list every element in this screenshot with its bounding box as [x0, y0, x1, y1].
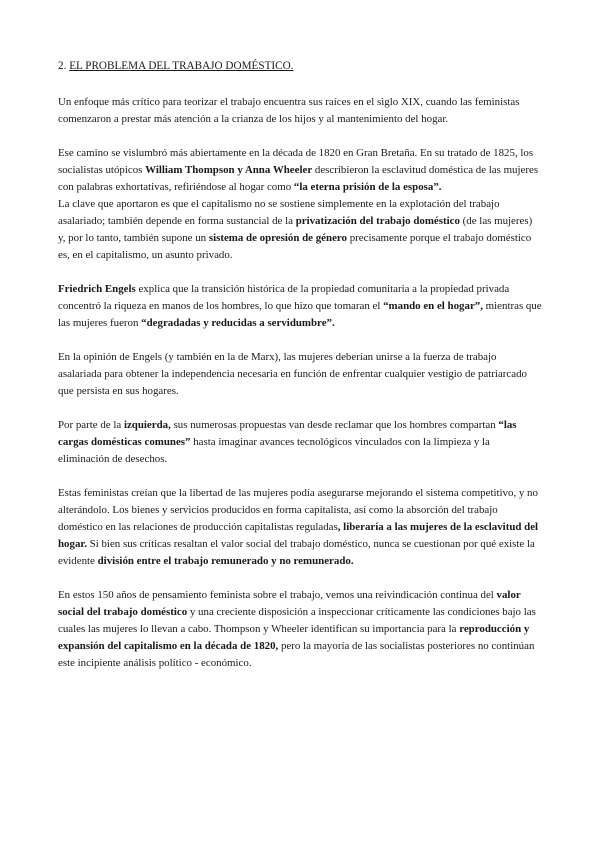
paragraph-engels-marx — [58, 349, 542, 400]
text-run: La clave que aportaron es que el capitalismo no se sostiene simplemente en la explotación del trabajo asalariado; también depende en forma sustancial de la — [58, 198, 500, 227]
bold-text-run: privatización del trabajo doméstico — [295, 215, 460, 227]
text-run: sus numerosas propuestas van desde reclamar que los hombres compartan — [170, 419, 499, 431]
text-run: Por parte de la — [58, 419, 124, 431]
text-run: hasta imaginar avances tecnológicos vinculados con la limpieza y la eliminación de desechos. — [58, 436, 490, 465]
bold-text-run: reproducción y expansión del capitalismo en la década de 1820, — [58, 623, 530, 652]
bold-text-run: “degradadas y reducidas a servidumbre”. — [141, 317, 335, 329]
text-run: precisamente porque el trabajo doméstico es, en el capitalismo, un asunto privado. — [58, 232, 532, 261]
text-run: Un enfoque más crítico para teorizar el trabajo encuentra sus raíces en el siglo XIX, cuando las feministas comenzaron a prestar más atención a la crianza de los hijos y al mantenimiento del hogar. — [58, 96, 520, 125]
section-number: 2. — [58, 60, 67, 72]
bold-text-run: izquierda, — [123, 419, 171, 431]
text-run: Estas feministas creían que la libertad de las mujeres podía asegurarse mejorando el sistema competitivo, y no alterándolo. Los bienes y servicios producidos en forma capitalista, así como la absorción del trabajo doméstico en las relaciones de producción capitalistas reguladas — [58, 487, 538, 533]
bold-text-run: , liberaría a las mujeres de la esclavitud del hogar. — [58, 521, 539, 550]
text-run: Ese camino se vislumbró más abiertamente en la década de 1820 en Gran Bretaña. En su tratado de 1825, los socialistas utópicos — [58, 147, 534, 176]
bold-text-run: “mando en el hogar”, — [383, 300, 483, 312]
paragraph-thompson-wheeler — [58, 145, 542, 196]
paragraph-engels — [58, 281, 542, 332]
text-run: En estos 150 años de pensamiento feminista sobre el trabajo, vemos una reivindicación continua del — [58, 589, 497, 601]
paragraph-conclusion — [58, 587, 542, 672]
section-heading — [58, 58, 542, 75]
text-run: mientras que las mujeres fueron — [58, 300, 542, 329]
bold-text-run: “la eterna prisión de la esposa”. — [293, 181, 442, 193]
text-run: pero la mayoría de las socialistas posteriores no continúan este incipiente análisis político - económico. — [58, 640, 535, 669]
paragraph-capitalism-key — [58, 196, 542, 264]
text-run: (de las mujeres) y, por lo tanto, también supone un — [58, 215, 533, 244]
text-run: y una creciente disposición a inspeccionar críticamente las condiciones bajo las cuales las mujeres lo llevan a cabo. Thompson y Wheeler identifican su importancia para la — [58, 606, 536, 635]
paragraph-izquierda — [58, 417, 542, 468]
bold-text-run: sistema de opresión de género — [208, 232, 347, 244]
bold-text-run: Friedrich Engels — [58, 283, 136, 295]
bold-text-run: William Thompson y Anna Wheeler — [145, 164, 313, 176]
text-run: Si bien sus críticas resaltan el valor social del trabajo doméstico, nunca se cuestionan por qué existe la evidente — [58, 538, 535, 567]
bold-text-run: valor social del trabajo doméstico — [58, 589, 521, 618]
text-run: describieron la esclavitud doméstica de las mujeres con palabras exhortativas, refiriéndose al hogar como — [58, 164, 539, 193]
section-title: EL PROBLEMA DEL TRABAJO DOMÉSTICO. — [69, 60, 294, 72]
paragraph-feministas — [58, 485, 542, 570]
bold-text-run: “las cargas domésticas comunes” — [58, 419, 517, 448]
text-run: explica que la transición histórica de la propiedad comunitaria a la propiedad privada concentró la riqueza en manos de los hombres, lo que hizo que tomaran el — [58, 283, 510, 312]
text-run: En la opinión de Engels (y también en la de Marx), las mujeres deberían unirse a la fuerza de trabajo asalariada para obtener la independencia necesaria en función de enfrentar cualquier vestigio de patriarcado que persista en sus hogares. — [58, 351, 527, 397]
paragraph-intro — [58, 94, 542, 128]
bold-text-run: división entre el trabajo remunerado y no remunerado. — [97, 555, 354, 567]
